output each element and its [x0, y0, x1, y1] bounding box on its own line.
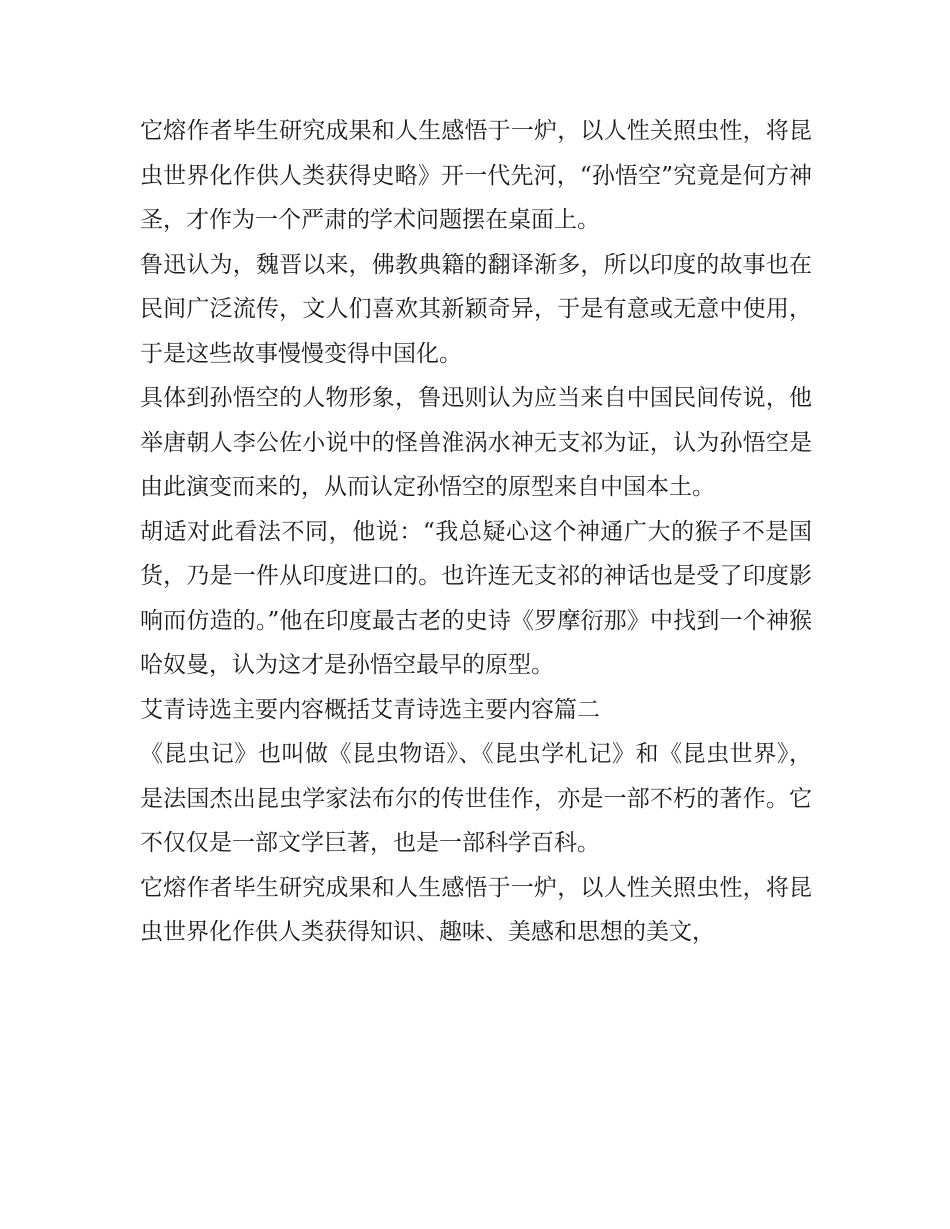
document-body — [140, 109, 812, 955]
paragraph: 它熔作者毕生研究成果和人生感悟于一炉，以人性关照虫性，将昆虫世界化作供人类获得知识、趣味、美感和思想的美文， — [140, 874, 812, 945]
paragraph: 它熔作者毕生研究成果和人生感悟于一炉，以人性关照虫性，将昆虫世界化作供人类获得史略》开一代先河，“孙悟空”究竟是何方神圣，才作为一个严肃的学术问题摆在桌面上。 — [140, 118, 812, 233]
paragraph: 具体到孙悟空的人物形象，鲁迅则认为应当来自中国民间传说，他举唐朝人李公佐小说中的怪兽淮涡水神无支祁为证，认为孙悟空是由此演变而来的，从而认定孙悟空的原型来自中国本土。 — [140, 385, 812, 500]
paragraph: 《昆虫记》也叫做《昆虫物语》、《昆虫学札记》和《昆虫世界》，是法国杰出昆虫学家法布尔的传世佳作，亦是一部不朽的著作。它不仅仅是一部文学巨著，也是一部科学百科。 — [140, 741, 812, 856]
paragraph: 胡适对此看法不同，他说：“我总疑心这个神通广大的猴子不是国货，乃是一件从印度进口的。也许连无支祁的神话也是受了印度影响而仿造的。”他在印度最古老的史诗《罗摩衍那》中找到一个神猴哈奴曼，认为这才是孙悟空最早的原型。 — [140, 518, 812, 678]
paragraph: 鲁迅认为，魏晋以来，佛教典籍的翻译渐多，所以印度的故事也在民间广泛流传，文人们喜欢其新颖奇异，于是有意或无意中使用，于是这些故事慢慢变得中国化。 — [140, 251, 812, 367]
section-heading: 艾青诗选主要内容概括艾青诗选主要内容篇二 — [140, 696, 600, 723]
